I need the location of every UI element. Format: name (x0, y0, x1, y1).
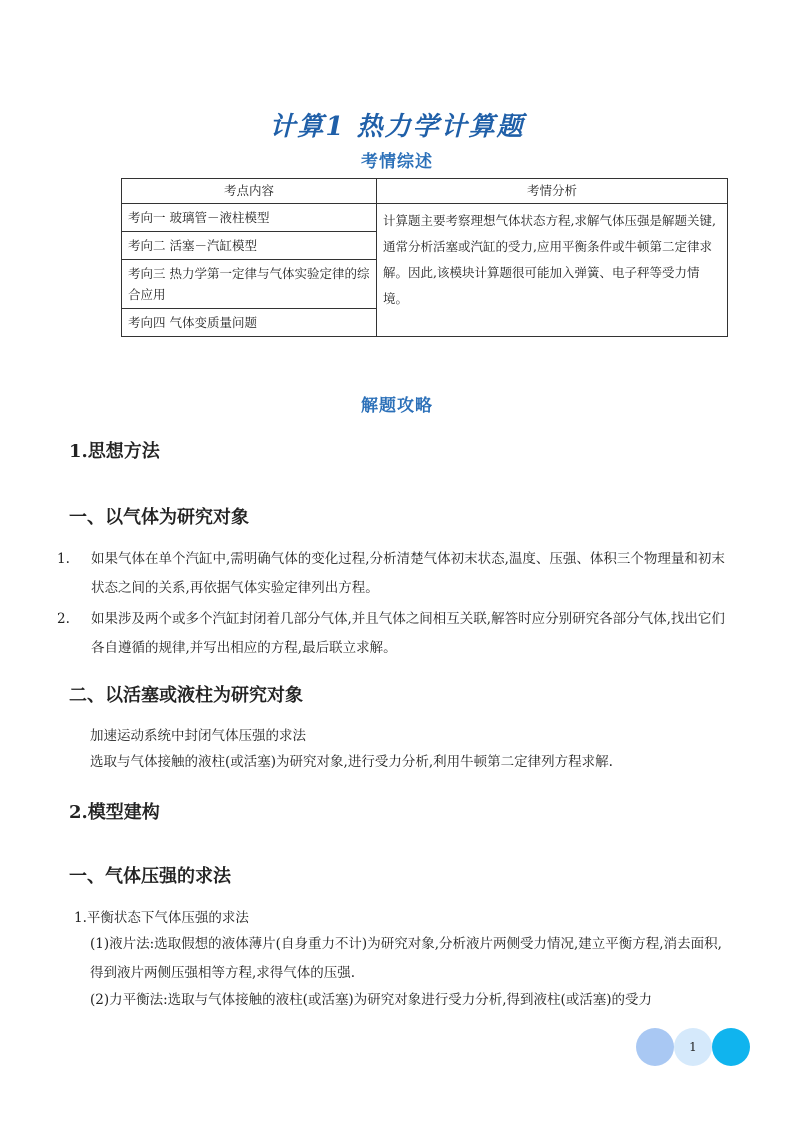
page-dot-decoration (712, 1028, 750, 1066)
page-number: 1 (674, 1028, 712, 1066)
subsection-title: 一、气体压强的求法 (69, 866, 231, 887)
topic-cell: 考向一 玻璃管－液柱模型 (122, 204, 377, 232)
page-dot-decoration (636, 1028, 674, 1066)
list-number: 1. (57, 551, 70, 567)
list-text: 如果涉及两个或多个汽缸封闭着几部分气体,并且气体之间相互关联,解答时应分别研究各部分气体,找出它们各自遵循的规律,并写出相应的方程,最后联立求解。 (91, 611, 725, 656)
paragraph: (2)力平衡法:选取与气体接触的液柱(或活塞)为研究对象进行受力分析,得到液柱(或活塞)的受力 (90, 992, 653, 1008)
subsection-title: 一、以气体为研究对象 (69, 507, 249, 528)
overview-heading: 考情综述 (361, 152, 433, 172)
section-title: 2.模型建构 (69, 802, 160, 823)
table-header-row (122, 179, 728, 204)
list-text: 如果气体在单个汽缸中,需明确气体的变化过程,分析清楚气体初末状态,温度、压强、体积三个物理量和初末状态之间的关系,再依据气体实验定律列出方程。 (91, 551, 725, 596)
table-header: 考情分析 (377, 179, 728, 204)
list-item (57, 545, 734, 603)
strategy-heading: 解题攻略 (361, 396, 433, 416)
page-title: 计算1 热力学计算题 (269, 112, 525, 142)
list-item: 1.平衡状态下气体压强的求法 (74, 910, 249, 926)
paragraph: 加速运动系统中封闭气体压强的求法 (90, 728, 306, 744)
topic-cell: 考向四 气体变质量问题 (122, 309, 377, 337)
table-row (122, 204, 728, 232)
table-header: 考点内容 (122, 179, 377, 204)
subsection-title: 二、以活塞或液柱为研究对象 (69, 685, 303, 706)
paragraph: (1)液片法:选取假想的液体薄片(自身重力不计)为研究对象,分析液片两侧受力情况,建立平衡方程,消去面积,得到液片两侧压强相等方程,求得气体的压强. (90, 936, 722, 981)
overview-table (121, 178, 728, 337)
topic-cell: 考向三 热力学第一定律与气体实验定律的综合应用 (122, 260, 377, 309)
paragraph: 选取与气体接触的液柱(或活塞)为研究对象,进行受力分析,利用牛顿第二定律列方程求解. (90, 754, 613, 770)
analysis-cell: 计算题主要考察理想气体状态方程,求解气体压强是解题关键,通常分析活塞或汽缸的受力,应用平衡条件或牛顿第二定律求解。因此,该模块计算题很可能加入弹簧、电子秤等受力情境。 (377, 204, 728, 337)
list-item (57, 605, 734, 663)
topic-cell: 考向二 活塞－汽缸模型 (122, 232, 377, 260)
section-title: 1.思想方法 (69, 441, 160, 462)
list-number: 2. (57, 611, 70, 627)
